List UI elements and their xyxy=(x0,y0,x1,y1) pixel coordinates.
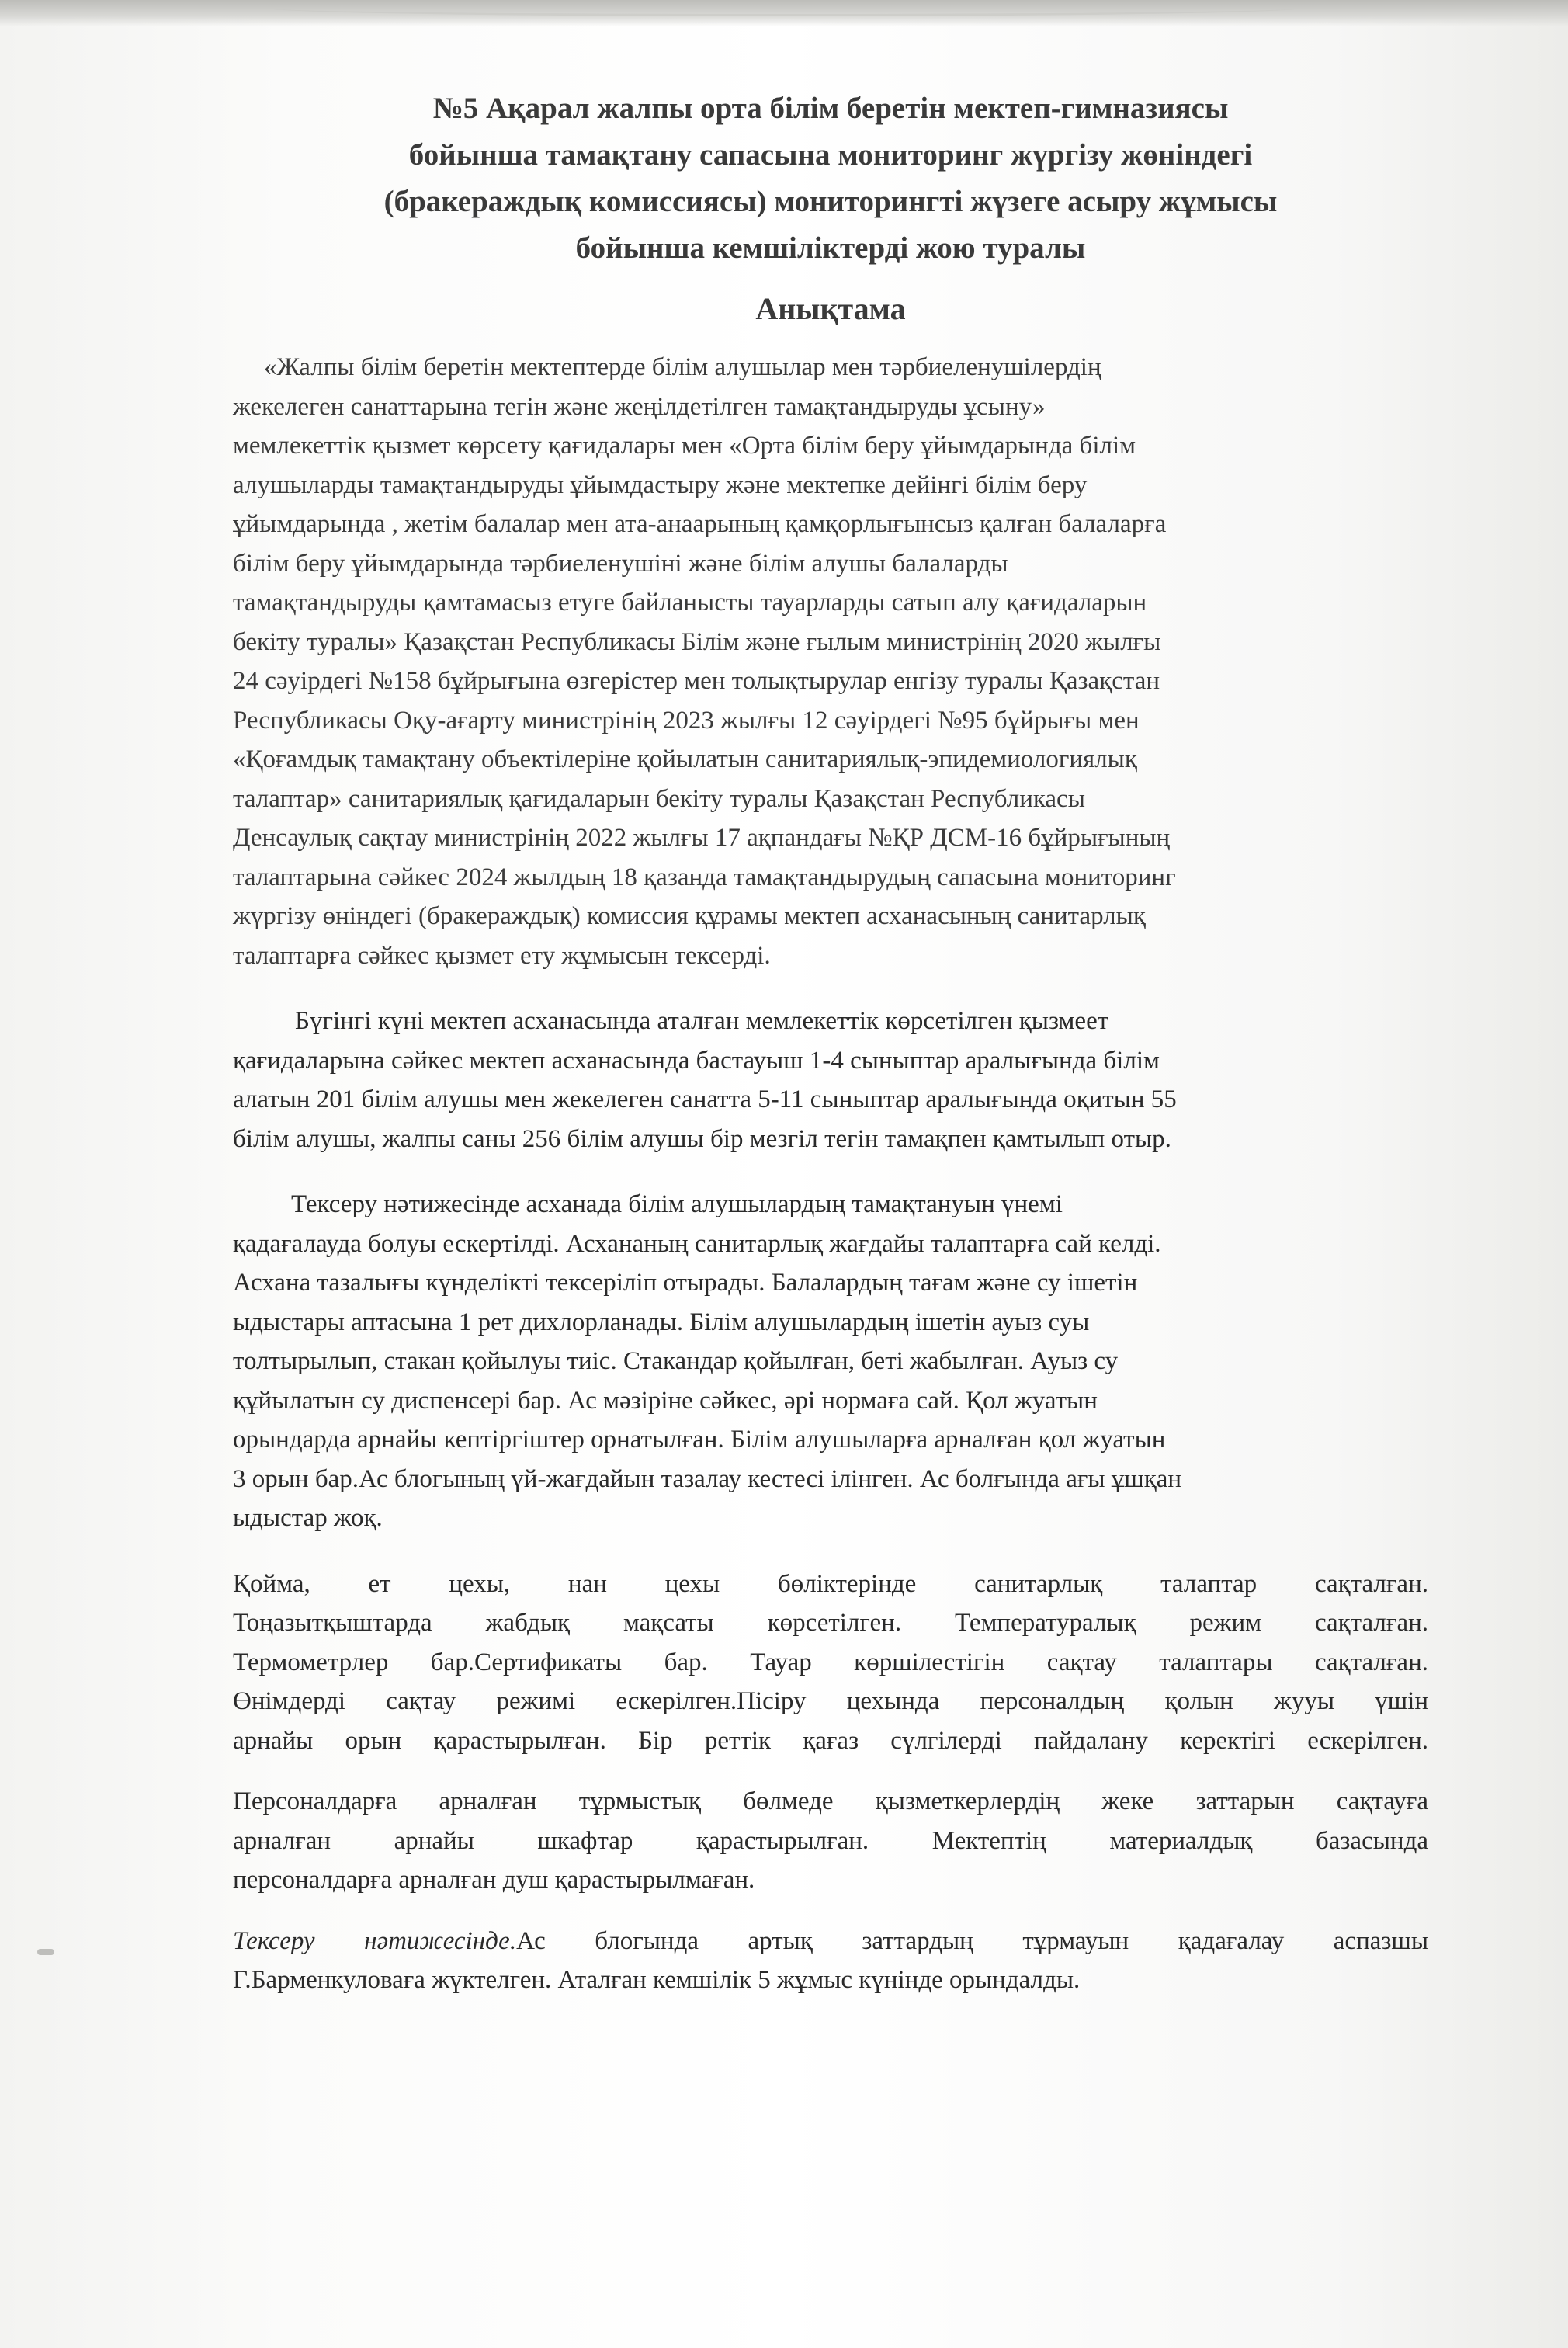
text-line: персоналдарға арналған душ қарастырылмаған. xyxy=(233,1866,755,1894)
paragraph-1 xyxy=(233,348,1428,975)
text-line: Денсаулық сақтау министрінің 2022 жылғы 17 ақпандағы №ҚР ДСМ-16 бұйрығының xyxy=(233,824,1171,852)
text-line: «Қоғамдық тамақтану объектілеріне қойылатын санитариялық-эпидемиологиялық xyxy=(233,745,1137,773)
text-line xyxy=(233,1922,1428,1961)
text-line: толтырылып, стакан қойылуы тиіс. Стакандар қойылған, беті жабылған. Ауыз су xyxy=(233,1347,1119,1375)
text-line: орындарда арнайы кептіргіштер орнатылған. Білім алушыларға арналған қол жуатын xyxy=(233,1426,1166,1454)
text-line: талаптарға сәйкес қызмет ету жұмысын тексерді. xyxy=(233,941,771,970)
text-line: білім алушы, жалпы саны 256 білім алушы бір мезгіл тегін тамақпен қамтылып отыр. xyxy=(233,1124,1171,1153)
text-line: білім беру ұйымдарында тәрбиеленушіні және білім алушы балаларды xyxy=(233,549,1008,578)
text-line: қадағалауда болуы ескертілді. Асхананың санитарлық жағдайы талаптарға сай келді. xyxy=(233,1229,1161,1258)
paragraph-5 xyxy=(233,1782,1428,1900)
text-line: 3 орын бар.Ас блогының үй-жағдайын тазалау кестесі ілінген. Ас болғында ағы ұшқан xyxy=(233,1464,1182,1493)
title-line: (бракераждық комиссиясы) мониторингті жүзеге асыру жұмысы xyxy=(383,185,1278,218)
text-line: бекіту туралы» Қазақстан Республикасы Білім және ғылым министрінің 2020 жылғы xyxy=(233,627,1161,656)
text-line: қағидаларына сәйкес мектеп асханасында бастауыш 1-4 сыныптар аралығында білім xyxy=(233,1046,1160,1075)
text-line: алатын 201 білім алушы мен жекелеген санатта 5-11 сыныптар аралығында оқитын 55 xyxy=(233,1085,1177,1113)
text-line: мемлекеттік қызмет көрсету қағидалары мен «Орта білім беру ұйымдарында білім xyxy=(233,432,1136,460)
document-subtitle: Анықтама xyxy=(755,291,906,326)
text-line: алушыларды тамақтандыруды ұйымдастыру және мектепке дейінгі білім беру xyxy=(233,471,1088,499)
paragraph-2 xyxy=(233,1002,1428,1158)
text-line: талаптарына сәйкес 2024 жылдың 18 қазанда тамақтандырудың сапасына мониторинг xyxy=(233,863,1176,891)
conclusion-lead: Тексеру нәтижесінде. xyxy=(233,1926,517,1955)
text-line: Қойма, ет цехы, нан цехы бөліктерінде санитарлық талаптар сақталған. xyxy=(233,1569,1428,1598)
text-line: Персоналдарға арналған тұрмыстық бөлмеде қызметкерлердің жеке заттарын сақтауға xyxy=(233,1787,1428,1815)
text-line: 24 сәуірдегі №158 бұйрығына өзгерістер мен толықтырулар енгізу туралы Қазақстан xyxy=(233,667,1160,695)
title-line: бойынша кемшіліктерді жою туралы xyxy=(575,231,1086,265)
paragraph-3 xyxy=(233,1185,1428,1538)
paragraph-6 xyxy=(233,1922,1428,2000)
title-line: бойынша тамақтану сапасына мониторинг жүргізу жөніндегі xyxy=(408,138,1253,172)
document-page xyxy=(233,85,1428,2000)
text-line: ыдыстары аптасына 1 рет дихлорланады. Білім алушылардың ішетін ауыз суы xyxy=(233,1308,1090,1336)
text-line: Тексеру нәтижесінде асханада білім алушылардың тамақтануын үнемі xyxy=(291,1190,1063,1218)
text-line: арналған арнайы шкафтар қарастырылған. Мектептің материалдық базасында xyxy=(233,1826,1428,1855)
text-line: жекелеген санаттарына тегін және жеңілдетілген тамақтандыруды ұсыну» xyxy=(233,392,1046,421)
text-line: арнайы орын қарастырылған. Бір реттік қағаз сүлгілерді пайдалану керектігі ескерілген. xyxy=(233,1726,1428,1755)
text-line: Асхана тазалығы күнделікті тексеріліп отырады. Балалардың тағам және су ішетін xyxy=(233,1269,1138,1297)
text-line: «Жалпы білім беретін мектептерде білім алушылар мен тәрбиеленушілердің xyxy=(264,353,1101,381)
text-line: Республикасы Оқу-ағарту министрінің 2023 жылғы 12 сәуірдегі №95 бұйрығы мен xyxy=(233,706,1140,735)
title-line: №5 Ақарал жалпы орта білім беретін мектеп-гимназиясы xyxy=(432,92,1229,125)
text-line: Тоңазытқыштарда жабдық мақсаты көрсетілген. Температуралық режим сақталған. xyxy=(233,1609,1428,1637)
conclusion-text: Ас блогында артық заттардың тұрмауын қадағалау аспазшы xyxy=(516,1926,1429,1955)
text-line: талаптар» санитариялық қағидаларын бекіту туралы Қазақстан Республикасы xyxy=(233,784,1085,813)
text-line: Бүгінгі күні мектеп асханасында аталған мемлекеттік көрсетілген қызмеет xyxy=(295,1007,1109,1035)
text-line: жүргізу өніндегі (бракераждық) комиссия құрамы мектеп асханасының санитарлық xyxy=(233,902,1146,930)
text-line: ыдыстар жоқ. xyxy=(233,1504,383,1532)
text-line: ұйымдарында , жетім балалар мен ата-анаарының қамқорлығынсыз қалған балаларға xyxy=(233,510,1167,538)
text-line: Г.Барменкуловаға жүктелген. Аталған кемшілік 5 жұмыс күнінде орындалды. xyxy=(233,1966,1081,1994)
document-title xyxy=(233,85,1428,272)
paper-speck xyxy=(37,1949,54,1955)
text-line: Өнімдерді сақтау режимі ескерілген.Пісіру цехында персоналдың қолын жууы үшін xyxy=(233,1687,1428,1715)
text-line: тамақтандыруды қамтамасыз етуге байланысты тауарларды сатып алу қағидаларын xyxy=(233,589,1147,617)
paper-curl xyxy=(268,0,1300,16)
text-line: Термометрлер бар.Сертификаты бар. Тауар көршілестігін сақтау талаптары сақталған. xyxy=(233,1648,1428,1676)
text-line: құйылатын су диспенсері бар. Ас мәзіріне сәйкес, әрі нормаға сай. Қол жуатын xyxy=(233,1386,1098,1415)
paragraph-4 xyxy=(233,1565,1428,1761)
